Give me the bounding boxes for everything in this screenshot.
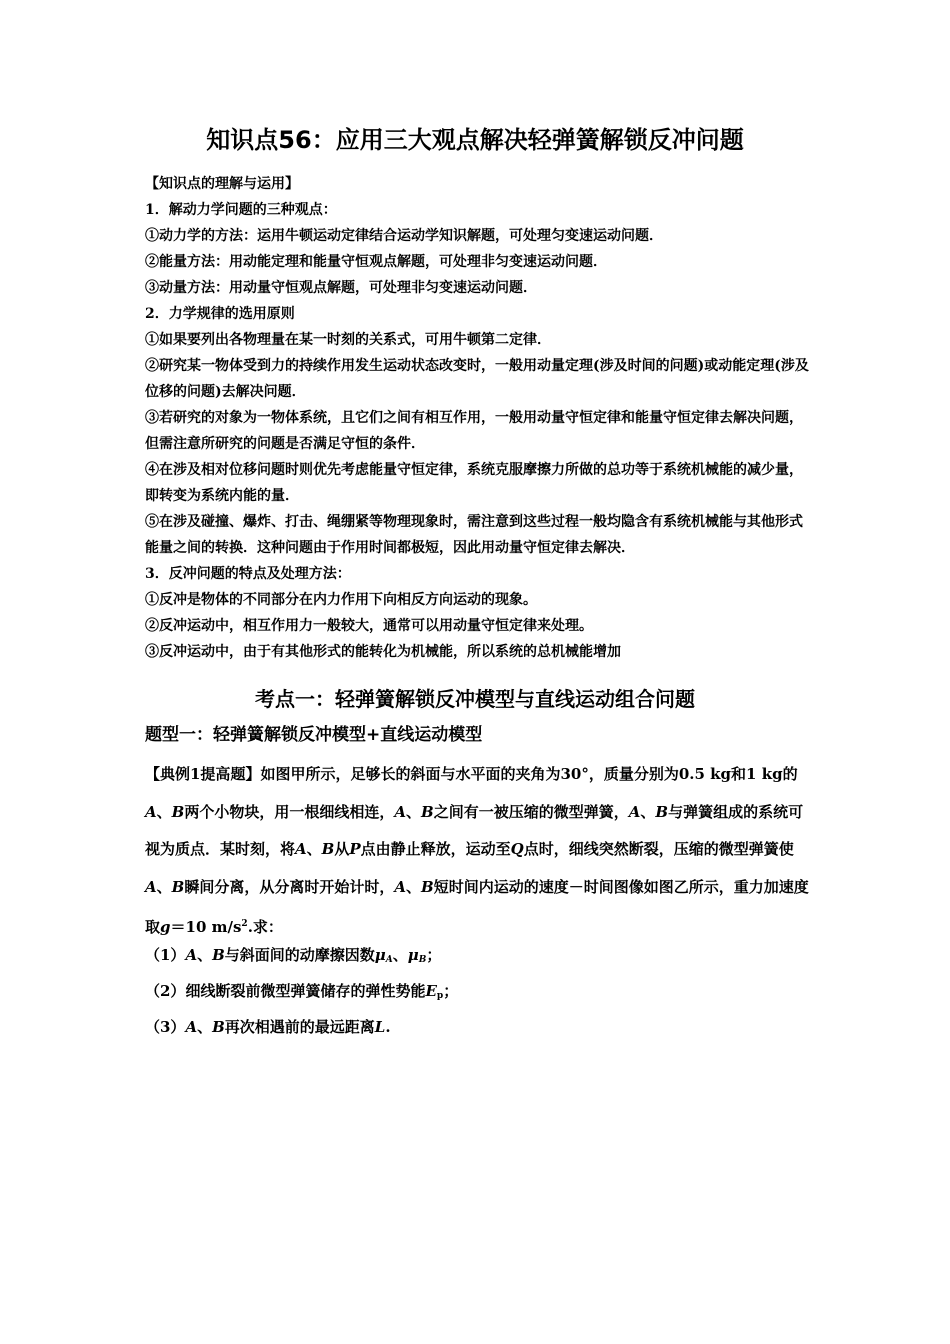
- point1-item: ①动力学的方法：运用牛顿运动定律结合运动学知识解题，可处理匀变速运动问题．: [145, 228, 663, 244]
- point1-item: ③动量方法：用动量守恒观点解题，可处理非匀变速运动问题．: [145, 280, 537, 296]
- example-problem: [145, 756, 810, 947]
- point2-item: ④在涉及相对位移问题时则优先考虑能量守恒定律，系统克服摩擦力所做的总功等于系统机械能的减少量，即转变为系统内能的量．: [145, 462, 803, 504]
- point2-item: ②研究某一物体受到力的持续作用发生运动状态改变时，一般用动量定理(涉及时间的问题)或动能定理(涉及位移的问题)去解决问题．: [145, 358, 809, 400]
- question-1: （1）A、B与斜面间的动摩擦因数$\mu_A$、$\mu_B$；: [145, 946, 442, 965]
- question-3: （3）A、B再次相遇前的最远距离L.: [145, 1018, 391, 1036]
- point2-item: ①如果要列出各物理量在某一时刻的关系式，可用牛顿第二定律．: [145, 332, 551, 348]
- point2-heading: 2．力学规律的选用原则: [145, 306, 295, 322]
- point1-heading: 1．解动力学问题的三种观点：: [145, 202, 337, 218]
- type-heading: 题型一：轻弹簧解锁反冲模型+直线运动模型: [145, 725, 483, 745]
- knowledge-header: 【知识点的理解与运用】: [145, 176, 299, 192]
- point1-item: ②能量方法：用动能定理和能量守恒观点解题，可处理非匀变速运动问题．: [145, 254, 607, 270]
- point3-item: ③反冲运动中，由于有其他形式的能转化为机械能，所以系统的总机械能增加: [145, 644, 621, 660]
- knowledge-section: [145, 171, 810, 665]
- point3-heading: 3．反冲问题的特点及处理方法：: [145, 566, 351, 582]
- example-text: 【典例1提高题】如图甲所示，足够长的斜面与水平面的夹角为30°，质量分别为0.5 kg和1 kg的A、B两个小物块，用一根细线相连，A、B之间有一被压缩的微型弹簧，A、B与弹簧组成的系统可视为质点．某时刻，将A、B从P点由静止释放，运动至Q点时，细线突然断裂，压缩的微型弹簧使A、B瞬间分离，从分离时开始计时，A、B短时间内运动的速度－时间图像如图乙所示，重力加速度取g＝10 $m/s^2$.求：: [145, 765, 809, 936]
- point2-item: ⑤在涉及碰撞、爆炸、打击、绳绷紧等物理现象时，需注意到这些过程一般均隐含有系统机械能与其他形式能量之间的转换．这种问题由于作用时间都极短，因此用动量守恒定律去解决．: [145, 514, 803, 556]
- page-title: 知识点56：应用三大观点解决轻弹簧解锁反冲问题: [206, 126, 744, 154]
- question-2: （2）细线断裂前微型弹簧储存的弹性势能$E_p$；: [145, 982, 459, 1001]
- example-label: 【典例1提高题】: [145, 765, 261, 783]
- point3-item: ②反冲运动中，相互作用力一般较大，通常可以用动量守恒定律来处理。: [145, 618, 593, 634]
- question-list: [145, 940, 810, 1043]
- point3-item: ①反冲是物体的不同部分在内力作用下向相反方向运动的现象。: [145, 592, 537, 608]
- section-heading: 考点一：轻弹簧解锁反冲模型与直线运动组合问题: [255, 687, 695, 711]
- point2-item: ③若研究的对象为一物体系统，且它们之间有相互作用，一般用动量守恒定律和能量守恒定律去解决问题，但需注意所研究的问题是否满足守恒的条件．: [145, 410, 803, 452]
